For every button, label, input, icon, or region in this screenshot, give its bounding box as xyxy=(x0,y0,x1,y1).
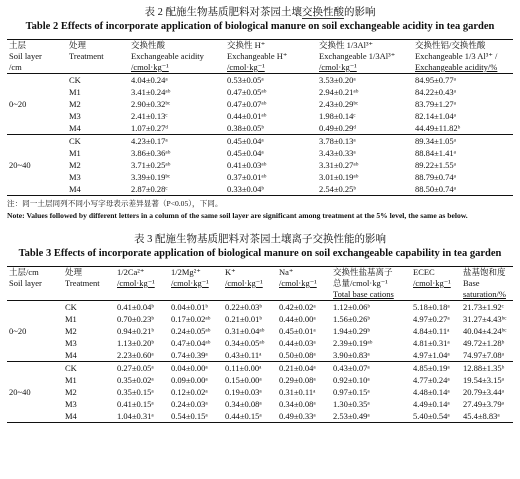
table2-value-cell: 3.71±0.25ᵃᵇ xyxy=(131,160,171,170)
table2-header-cell: /cmol·kg⁻¹ xyxy=(319,62,357,72)
table3-value-cell: 12.88±1.35ᵇ xyxy=(463,363,505,373)
table2-value-cell: 2.87±0.28ᶜ xyxy=(131,184,168,194)
table3-value-cell: 0.45±0.01ᵃ xyxy=(279,326,316,336)
table2-value-cell: 2.43±0.29ᵇᶜ xyxy=(319,99,359,109)
table3-header-cell: Total base cations xyxy=(333,289,394,299)
table3-value-cell: 0.04±0.00ᵃ xyxy=(171,363,208,373)
table3-value-cell: 0.42±0.02ᵃ xyxy=(279,302,316,312)
table2-layer-cell xyxy=(7,171,67,183)
table2-header-cell: /cmol·kg⁻¹ xyxy=(131,62,169,72)
table3-layer-cell xyxy=(7,301,63,314)
table3-header-cell xyxy=(223,289,277,301)
table2-header xyxy=(7,40,513,74)
table3-value-cell: 0.19±0.03ᵃ xyxy=(225,387,262,397)
table3-value-cell: 0.41±0.04ᵇ xyxy=(117,302,155,312)
table3-value-cell: 0.35±0.02ᵃ xyxy=(117,375,154,385)
table3-value-cell: 0.49±0.33ᵃ xyxy=(279,411,316,421)
table3 xyxy=(7,266,513,423)
table2-value-cell: 3.01±0.19ᵃᵇ xyxy=(319,172,359,182)
table2-treatment-cell: M2 xyxy=(69,160,81,170)
table2-value-cell: 83.79±1.27ᵃ xyxy=(415,99,456,109)
table3-row xyxy=(7,337,513,349)
table3-value-cell: 0.24±0.03ᵃ xyxy=(171,399,208,409)
table3-layer-cell xyxy=(7,337,63,349)
table3-value-cell: 0.35±0.15ᵃ xyxy=(117,387,154,397)
table3-treatment-cell: M3 xyxy=(65,338,77,348)
table2-header-cell: 土层 xyxy=(9,40,27,50)
table2-value-cell: 0.38±0.05ᵇ xyxy=(227,123,265,133)
table2-header-cell: 交换性 H⁺ xyxy=(227,40,266,50)
table2-treatment-cell: M2 xyxy=(69,99,81,109)
table3-value-cell: 0.12±0.02ᵃ xyxy=(171,387,208,397)
table3-value-cell: 0.97±0.15ᵃ xyxy=(333,387,370,397)
table2-note-en: Note: Values followed by different letters in a column of the same soil layer are significant among treatment at the 5% level, the same as below. xyxy=(7,211,468,220)
table2-row xyxy=(7,147,513,159)
table2-row xyxy=(7,135,513,148)
table2-row xyxy=(7,159,513,171)
table3-value-cell: 0.44±0.00ᵃ xyxy=(279,314,316,324)
table2-value-cell: 0.47±0.07ᵃᵇ xyxy=(227,99,267,109)
table3-header-cell: saturation/% xyxy=(463,289,506,299)
table3-layer-cell xyxy=(7,362,63,375)
table2-layer-cell xyxy=(7,86,67,98)
table3-header-row-2 xyxy=(7,278,513,289)
table3-value-cell: 4.77±0.24ᵃ xyxy=(413,375,450,385)
table3-header-cell: 总量/cmol·kg⁻¹ xyxy=(333,278,388,288)
table3-value-cell: 0.17±0.02ᵃᵇ xyxy=(171,314,211,324)
table2-treatment-cell: M3 xyxy=(69,172,81,182)
table2-treatment-cell: M4 xyxy=(69,184,81,194)
table2-value-cell: 88.50±0.74ᵃ xyxy=(415,184,456,194)
table2-row xyxy=(7,110,513,122)
table2-header-cell: Soil layer xyxy=(9,51,42,61)
table2-body xyxy=(7,74,513,196)
table3-value-cell: 4.85±0.19ᵃ xyxy=(413,363,450,373)
table2-header-cell: Exchangeable 1/3Al³⁺ xyxy=(319,51,396,61)
table3-header-cell xyxy=(115,289,169,301)
table2-layer-cell: 20~40 xyxy=(9,160,31,170)
table3-header-cell: 处理 xyxy=(65,267,83,277)
table3-header-cell: /cmol·kg⁻¹ xyxy=(117,278,155,288)
table2-value-cell: 84.22±0.43ᵃ xyxy=(415,87,456,97)
table2-value-cell: 3.53±0.20ᵃ xyxy=(319,75,356,85)
table2-row xyxy=(7,122,513,135)
table2-value-cell: 0.45±0.04ᵃ xyxy=(227,136,264,146)
table2-value-cell: 88.79±0.74ᵃ xyxy=(415,172,456,182)
table2-value-cell: 1.07±0.27ᵈ xyxy=(131,123,169,133)
table2-layer-cell xyxy=(7,135,67,148)
table2-header-cell: Exchangeable acidity xyxy=(131,51,204,61)
table2-value-cell: 88.84±1.41ᵃ xyxy=(415,148,456,158)
table3-header-cell: Treatment xyxy=(65,278,100,288)
table3-header-cell: ECEC xyxy=(413,267,435,277)
table3-value-cell: 1.12±0.06ᵇ xyxy=(333,302,371,312)
table2-value-cell: 0.45±0.04ᵃ xyxy=(227,148,264,158)
table2-layer-cell: 0~20 xyxy=(9,99,27,109)
table3-value-cell: 0.21±0.04ᵃ xyxy=(279,363,316,373)
table3-header-cell xyxy=(411,289,461,301)
table2-value-cell: 0.44±0.01ᵃᵇ xyxy=(227,111,267,121)
table2-value-cell: 0.49±0.29ᵈ xyxy=(319,123,357,133)
table3-header-cell: 土层/cm xyxy=(9,267,39,277)
table2-header-cell: 交换性酸 xyxy=(131,40,166,50)
table3-value-cell: 2.53±0.49ᵃ xyxy=(333,411,370,421)
table2-caption-zh xyxy=(0,6,520,19)
table3-treatment-cell: M3 xyxy=(65,399,77,409)
table2-header-row-unit xyxy=(7,62,513,74)
table2-header-cell: 交换性铝/交换性酸 xyxy=(415,40,486,50)
table3-value-cell: 1.94±0.29ᵇ xyxy=(333,326,371,336)
table3-value-cell: 27.49±3.79ᵃ xyxy=(463,399,504,409)
table3-value-cell: 4.48±0.14ᵃ xyxy=(413,387,450,397)
table3-value-cell: 0.54±0.15ᵃ xyxy=(171,411,208,421)
table3-row xyxy=(7,374,513,386)
table3-row xyxy=(7,325,513,337)
table2-header-cell: Exchangeable acidity/% xyxy=(415,62,498,72)
table2-header-cell: 处理 xyxy=(69,40,87,50)
table3-value-cell: 0.47±0.04ᵃᵇ xyxy=(171,338,211,348)
table3-header-cell: Base xyxy=(463,278,480,288)
table2-value-cell: 2.94±0.21ᵃᵇ xyxy=(319,87,359,97)
table3-value-cell: 0.44±0.15ᵃ xyxy=(225,411,262,421)
paper-page xyxy=(0,6,520,479)
table2-row xyxy=(7,171,513,183)
table3-value-cell: 0.74±0.39ᵃ xyxy=(171,350,208,360)
table2-row xyxy=(7,183,513,196)
table3-value-cell: 0.44±0.03ᵃ xyxy=(279,338,316,348)
table2-value-cell: 89.22±1.55ᵃ xyxy=(415,160,456,170)
table3-value-cell: 0.34±0.08ᵃ xyxy=(225,399,262,409)
table2-value-cell: 2.54±0.25ᵇ xyxy=(319,184,357,194)
table2-value-cell: 3.86±0.36ᵃᵇ xyxy=(131,148,171,158)
table3-value-cell: 0.31±0.04ᵃᵇ xyxy=(225,326,265,336)
table2-treatment-cell: CK xyxy=(69,136,81,146)
table3-header-cell: Na⁺ xyxy=(279,267,294,277)
table2-layer-cell xyxy=(7,147,67,159)
table3-row xyxy=(7,386,513,398)
table3-treatment-cell: M1 xyxy=(65,314,77,324)
table3-value-cell: 40.04±4.24ᵇᶜ xyxy=(463,326,507,336)
table2-caption-zh-post: 的影响 xyxy=(344,7,376,18)
table2-value-cell: 0.33±0.04ᵇ xyxy=(227,184,265,194)
table3-value-cell: 0.15±0.00ᵃ xyxy=(225,375,262,385)
table2-caption-zh-pre: 表 2 配施生物基质肥料对茶园土壤 xyxy=(144,7,302,18)
table2-treatment-cell: M1 xyxy=(69,148,81,158)
table3-treatment-cell: CK xyxy=(65,302,77,312)
table3-body xyxy=(7,301,513,423)
table3-value-cell: 19.54±3.15ᵃ xyxy=(463,375,504,385)
table3-value-cell: 49.72±1.28ᵇ xyxy=(463,338,505,348)
table2-value-cell: 0.53±0.05ᵃ xyxy=(227,75,264,85)
table3-layer-cell xyxy=(7,374,63,386)
table3-value-cell: 0.29±0.08ᵃ xyxy=(279,375,316,385)
table3-header-cell: 1/2Mg²⁺ xyxy=(171,267,201,277)
table2-value-cell: 44.49±11.82ᵇ xyxy=(415,123,461,133)
table2-layer-cell xyxy=(7,122,67,135)
table2-header-cell: /cmol·kg⁻¹ xyxy=(227,62,265,72)
table3-value-cell: 0.43±0.07ᵃ xyxy=(333,363,370,373)
table2-value-cell: 82.14±1.04ᵃ xyxy=(415,111,456,121)
table3-value-cell: 0.24±0.05ᵃᵇ xyxy=(171,326,211,336)
table3-row xyxy=(7,313,513,325)
table3-layer-cell xyxy=(7,349,63,362)
table3-value-cell: 0.31±0.11ᵃ xyxy=(279,387,316,397)
table2-treatment-cell: M4 xyxy=(69,123,81,133)
table3-caption-zh: 表 3 配施生物基质肥料对茶园土壤离子交换性能的影响 xyxy=(134,234,386,245)
table3-header-cell xyxy=(63,289,115,301)
table2-header-cell: Exchangeable 1/3 Al³⁺ / xyxy=(415,51,498,61)
table3-value-cell: 4.97±1.04ᵃ xyxy=(413,350,450,360)
table3-value-cell: 0.41±0.15ᵃ xyxy=(117,399,154,409)
table3-value-cell: 0.04±0.01ᵇ xyxy=(171,302,209,312)
table3-row xyxy=(7,301,513,314)
table3-value-cell: 20.79±3.44ᵃ xyxy=(463,387,504,397)
table2-layer-cell xyxy=(7,74,67,87)
table2-caption-en: Table 2 Effects of incorporate application of biological manure on soil exchangeable acidity in tea garden xyxy=(25,21,495,32)
table3-treatment-cell: M4 xyxy=(65,350,77,360)
table3-header-cell: /cmol·kg⁻¹ xyxy=(171,278,209,288)
table2-value-cell: 89.34±1.05ᵃ xyxy=(415,136,456,146)
table3-header-cell: 1/2Ca²⁺ xyxy=(117,267,145,277)
table2-value-cell: 3.31±0.27ᵃᵇ xyxy=(319,160,359,170)
table3-treatment-cell: CK xyxy=(65,363,77,373)
table3-value-cell: 0.43±0.11ᵃ xyxy=(225,350,262,360)
table3-treatment-cell: M2 xyxy=(65,387,77,397)
table2-value-cell: 3.43±0.33ᵃ xyxy=(319,148,356,158)
table3-layer-cell: 0~20 xyxy=(9,326,27,336)
table3-header-cell: /cmol·kg⁻¹ xyxy=(413,278,451,288)
table3-value-cell: 4.97±0.27ᵃ xyxy=(413,314,450,324)
table3-value-cell: 0.27±0.05ᵃ xyxy=(117,363,154,373)
table2-value-cell: 2.41±0.13ᶜ xyxy=(131,111,168,121)
table3-row xyxy=(7,398,513,410)
table2-treatment-cell: M1 xyxy=(69,87,81,97)
table2-value-cell: 3.41±0.24ᵃᵇ xyxy=(131,87,171,97)
table3-header-cell xyxy=(169,289,223,301)
table3-value-cell: 0.70±0.23ᵇ xyxy=(117,314,155,324)
table2-treatment-cell: CK xyxy=(69,75,81,85)
table3-value-cell: 0.09±0.00ᵃ xyxy=(171,375,208,385)
table3-header-cell: /cmol·kg⁻¹ xyxy=(225,278,263,288)
table3-value-cell: 1.30±0.35ᵃ xyxy=(333,399,370,409)
table2-value-cell: 0.41±0.03ᵃᵇ xyxy=(227,160,267,170)
table3-value-cell: 3.90±0.83ᵃ xyxy=(333,350,370,360)
table3-value-cell: 0.22±0.03ᵇ xyxy=(225,302,263,312)
table2-value-cell: 1.98±0.14ᶜ xyxy=(319,111,356,121)
table3-header-cell: 盐基饱和度 xyxy=(463,267,506,277)
table2 xyxy=(7,39,513,196)
table3-value-cell: 0.21±0.01ᵇ xyxy=(225,314,263,324)
table2-row xyxy=(7,86,513,98)
table2-value-cell: 84.95±0.77ᵃ xyxy=(415,75,456,85)
table2-header-cell xyxy=(67,62,129,74)
table3-row xyxy=(7,349,513,362)
table2-note-zh: 注：同一土层同列不同小写字母表示差异显著（P<0.05），下同。 xyxy=(7,199,223,208)
table3-value-cell: 74.97±7.08ᵃ xyxy=(463,350,504,360)
table3-value-cell: 1.04±0.31ᵃ xyxy=(117,411,154,421)
table3-header-cell xyxy=(7,289,63,301)
table3-value-cell: 31.27±4.43ᵇᶜ xyxy=(463,314,507,324)
table2-treatment-cell: M3 xyxy=(69,111,81,121)
table2-caption-zh-highlight: 交换性酸 xyxy=(302,7,344,18)
table3-header-row-3 xyxy=(7,289,513,301)
table2-value-cell: 4.23±0.17ᵃ xyxy=(131,136,168,146)
table2-value-cell: 3.39±0.19ᵇᶜ xyxy=(131,172,171,182)
table3-value-cell: 45.4±8.83ᵃ xyxy=(463,411,500,421)
table3-header-cell: K⁺ xyxy=(225,267,236,277)
table2-value-cell: 0.37±0.01ᵃᵇ xyxy=(227,172,267,182)
table3-layer-cell xyxy=(7,410,63,423)
table3-row xyxy=(7,362,513,375)
table2-value-cell: 3.78±0.13ᵃ xyxy=(319,136,356,146)
table3-caption-en: Table 3 Effects of incorporate application of biological manure on soil exchangeable capability in tea garden xyxy=(18,248,502,259)
table3-layer-cell: 20~40 xyxy=(9,387,31,397)
table2-row xyxy=(7,74,513,87)
table3-value-cell: 0.34±0.08ᵃ xyxy=(279,399,316,409)
table2-value-cell: 2.90±0.32ᵇᶜ xyxy=(131,99,171,109)
table2-header-row-en xyxy=(7,51,513,62)
table3-value-cell: 2.23±0.60ᵃ xyxy=(117,350,154,360)
table3-header-cell: /cmol·kg⁻¹ xyxy=(279,278,317,288)
table3-value-cell: 0.34±0.05ᵃᵇ xyxy=(225,338,265,348)
table3-row xyxy=(7,410,513,423)
table2-header-row-zh xyxy=(7,40,513,52)
table3-value-cell: 0.50±0.08ᵃ xyxy=(279,350,316,360)
table3-treatment-cell: M1 xyxy=(65,375,77,385)
table3-treatment-cell: M2 xyxy=(65,326,77,336)
table3-value-cell: 1.56±0.26ᵇ xyxy=(333,314,371,324)
table3-value-cell: 1.13±0.20ᵇ xyxy=(117,338,155,348)
table3-value-cell: 4.84±0.11ᵃ xyxy=(413,326,450,336)
table3-layer-cell xyxy=(7,398,63,410)
table3-value-cell: 0.92±0.10ᵃ xyxy=(333,375,370,385)
table3-value-cell: 5.40±0.54ᵃ xyxy=(413,411,450,421)
table2-layer-cell xyxy=(7,183,67,196)
table3-header-cell xyxy=(277,289,331,301)
table3-value-cell: 0.94±0.21ᵇ xyxy=(117,326,155,336)
table2-header-cell: /cm xyxy=(9,62,22,72)
table2-value-cell: 4.04±0.24ᵃ xyxy=(131,75,168,85)
table2-value-cell: 0.47±0.05ᵃᵇ xyxy=(227,87,267,97)
table3-header xyxy=(7,267,513,301)
table2-row xyxy=(7,98,513,110)
table2-header-cell: 交换性 1/3Al³⁺ xyxy=(319,40,374,50)
table3-value-cell: 5.18±0.18ᵃ xyxy=(413,302,450,312)
table3-layer-cell xyxy=(7,313,63,325)
table2-header-cell: Exchangeable H⁺ xyxy=(227,51,288,61)
table3-header-cell: Soil layer xyxy=(9,278,42,288)
table3-value-cell: 21.73±1.92ᶜ xyxy=(463,302,504,312)
table2-layer-cell xyxy=(7,110,67,122)
table3-header-cell: 交换性盐基离子 xyxy=(333,267,393,277)
table3-treatment-cell: M4 xyxy=(65,411,77,421)
table3-value-cell: 4.49±0.14ᵃ xyxy=(413,399,450,409)
table3-header-row-1 xyxy=(7,267,513,279)
table2-header-cell: Treatment xyxy=(69,51,104,61)
table3-value-cell: 0.11±0.00ᵃ xyxy=(225,363,262,373)
table3-value-cell: 4.81±0.31ᵃ xyxy=(413,338,450,348)
table3-value-cell: 2.39±0.19ᵃᵇ xyxy=(333,338,373,348)
